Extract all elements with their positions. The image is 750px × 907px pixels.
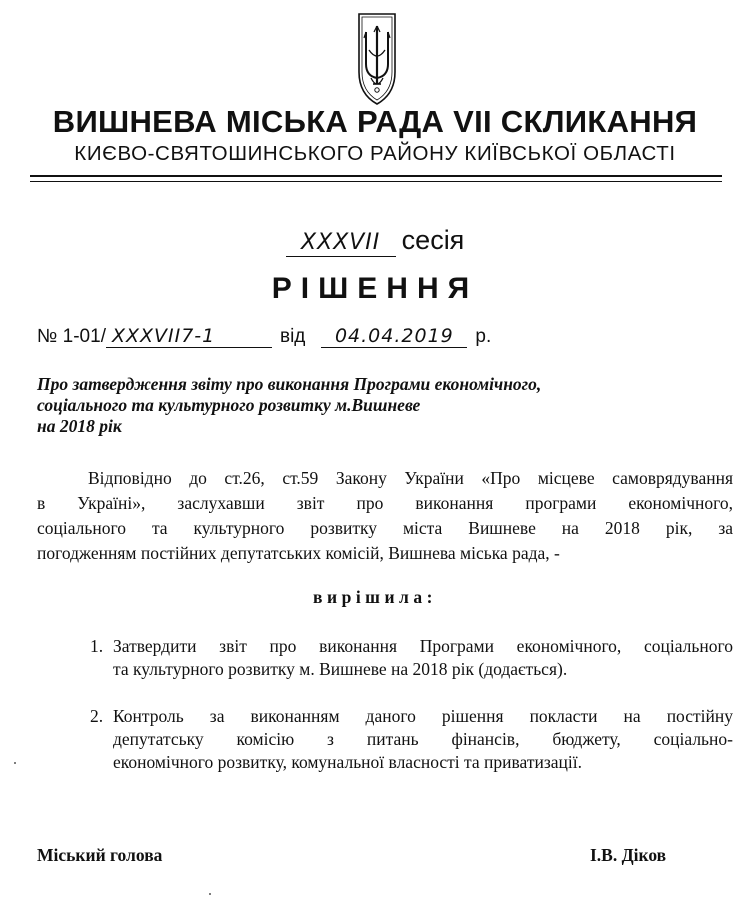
preamble-line: соціального та культурного розвитку міста Вишневе на 2018 рік, за xyxy=(37,518,733,538)
list-item-number: 1. xyxy=(90,636,104,656)
decision-title: РІШЕННЯ xyxy=(271,272,479,305)
decision-number-line xyxy=(37,325,491,348)
date-prefix: від xyxy=(279,326,306,347)
signatory-title: Міський голова xyxy=(37,845,163,865)
preamble-line: погодженням постійних депутатських комісій, Вишнева міська рада, - xyxy=(37,543,560,563)
list-item-number: 2. xyxy=(90,706,104,726)
scan-speck xyxy=(14,762,16,764)
preamble-line: в Україні», заслухавши звіт про виконання програми економічного, xyxy=(37,493,733,513)
council-region: КИЄВО-СВЯТОШИНСЬКОГО РАЙОНУ КИЇВСЬКОЇ ОБЛАСТІ xyxy=(74,142,676,165)
decision-number-prefix: № 1-01/ xyxy=(37,326,106,347)
decision-date: 04.04.2019 xyxy=(321,325,467,348)
session-number: XXXVII xyxy=(286,230,396,257)
session-label: сесія xyxy=(401,225,465,255)
list-item-line: депутатську комісію з питань фінансів, бюджету, соціально- xyxy=(113,729,733,749)
subject-line: на 2018 рік xyxy=(37,416,122,436)
preamble-line: Відповідно до ст.26, ст.59 Закону України «Про місцеве самоврядування xyxy=(88,468,733,488)
list-item-line: та культурного розвитку м. Вишневе на 2018 рік (додається). xyxy=(113,659,568,679)
signatory-name: І.В. Діков xyxy=(590,845,667,865)
council-name: ВИШНЕВА МІСЬКА РАДА VII СКЛИКАННЯ xyxy=(52,104,698,139)
scan-speck xyxy=(209,893,211,895)
decision-subject xyxy=(37,374,677,437)
header-rule-thick xyxy=(30,175,722,177)
list-item-line: Контроль за виконанням даного рішення покласти на постійну xyxy=(113,706,733,726)
list-item-line: Затвердити звіт про виконання Програми економічного, соціального xyxy=(113,636,733,656)
decision-number: XXXVII7-1 xyxy=(106,325,272,348)
resolved-heading: вирішила: xyxy=(313,587,437,607)
header-rule-thin xyxy=(30,181,722,182)
date-suffix: р. xyxy=(475,326,492,347)
list-item-line: економічного розвитку, комунальної власності та приватизації. xyxy=(113,752,583,772)
subject-line: соціального та культурного розвитку м.Вишневе xyxy=(37,395,421,415)
session-line xyxy=(0,225,750,257)
subject-line: Про затвердження звіту про виконання Програми економічного, xyxy=(37,374,542,394)
trident-coat-of-arms-icon xyxy=(355,10,399,106)
